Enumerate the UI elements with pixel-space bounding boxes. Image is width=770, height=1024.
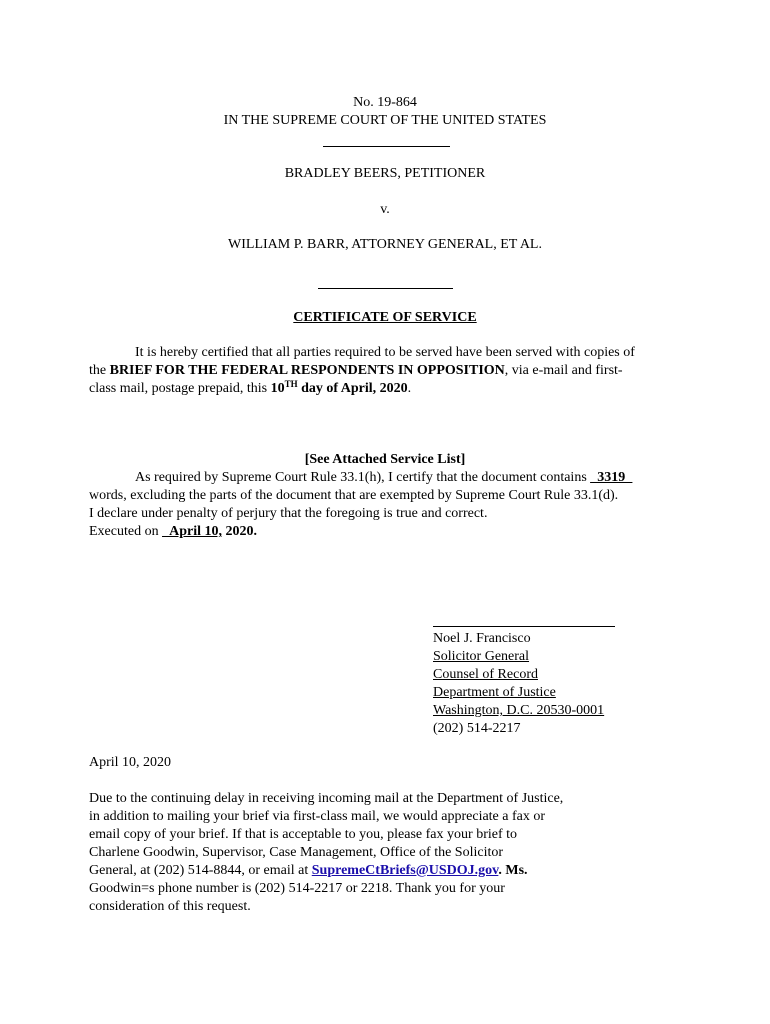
signer-title: Solicitor General [433, 649, 530, 664]
signer-phone: (202) 514-2217 [433, 721, 521, 736]
signature-line [433, 626, 615, 627]
certificate-paragraph-line2: the BRIEF FOR THE FEDERAL RESPONDENTS IN OPPOSITION, via e-mail and first- [89, 363, 623, 378]
signer-address: Washington, D.C. 20530-0001 [433, 703, 605, 718]
perjury-declaration: I declare under penalty of perjury that the foregoing is true and correct. [89, 506, 488, 521]
docket-number: No. 19-864 [353, 95, 417, 110]
word-count-value: _3319_ [590, 470, 633, 485]
caption-divider [323, 146, 450, 147]
certificate-title: CERTIFICATE OF SERVICE [293, 310, 477, 325]
signer-role: Counsel of Record [433, 667, 538, 682]
respondent-name: WILLIAM P. BARR, ATTORNEY GENERAL, ET AL. [228, 237, 542, 252]
petitioner-name: BRADLEY BEERS, PETITIONER [284, 166, 486, 181]
note-date: April 10, 2020 [89, 755, 172, 770]
versus-label: v. [380, 202, 390, 217]
brief-title: BRIEF FOR THE FEDERAL RESPONDENTS IN OPPOSITION [109, 363, 505, 378]
note-paragraph: Due to the continuing delay in receiving incoming mail at the Department of Justice, in addition to mailing your brief via first-class mail, we would appreciate a fax or email copy of your brief. If that is acceptable to you, please fax your brief to Charlene Goodwin, Supervisor, Case Management, Office of the Solicitor General, at (202) 514-8844, or email at SupremeCtBriefs@USDOJ.gov. Ms. Goodwin=s phone number is (202) 514-2217 or 2218. Thank you for your consideration of this request. [89, 791, 564, 914]
court-name: IN THE SUPREME COURT OF THE UNITED STATES [223, 113, 547, 128]
email-link[interactable]: SupremeCtBriefs@USDOJ.gov [311, 863, 499, 878]
service-list-heading: [See Attached Service List] [304, 452, 466, 467]
signature-block [433, 630, 604, 738]
certificate-paragraph-line1: It is hereby certified that all parties required to be served have been served with copies of [135, 345, 635, 360]
executed-date: _April 10, [162, 524, 222, 539]
signer-department: Department of Justice [433, 685, 556, 700]
signer-name: Noel J. Francisco [433, 631, 531, 646]
caption-divider-2 [318, 288, 453, 289]
word-count-line: As required by Supreme Court Rule 33.1(h), I certify that the document contains _3319_ [135, 470, 633, 485]
executed-on-line: Executed on _April 10, 2020. [89, 524, 257, 539]
certificate-paragraph-line3: class mail, postage prepaid, this 10TH day of April, 2020. [89, 379, 412, 396]
exemption-line: words, excluding the parts of the document that are exempted by Supreme Court Rule 33.1(d). [89, 488, 619, 503]
